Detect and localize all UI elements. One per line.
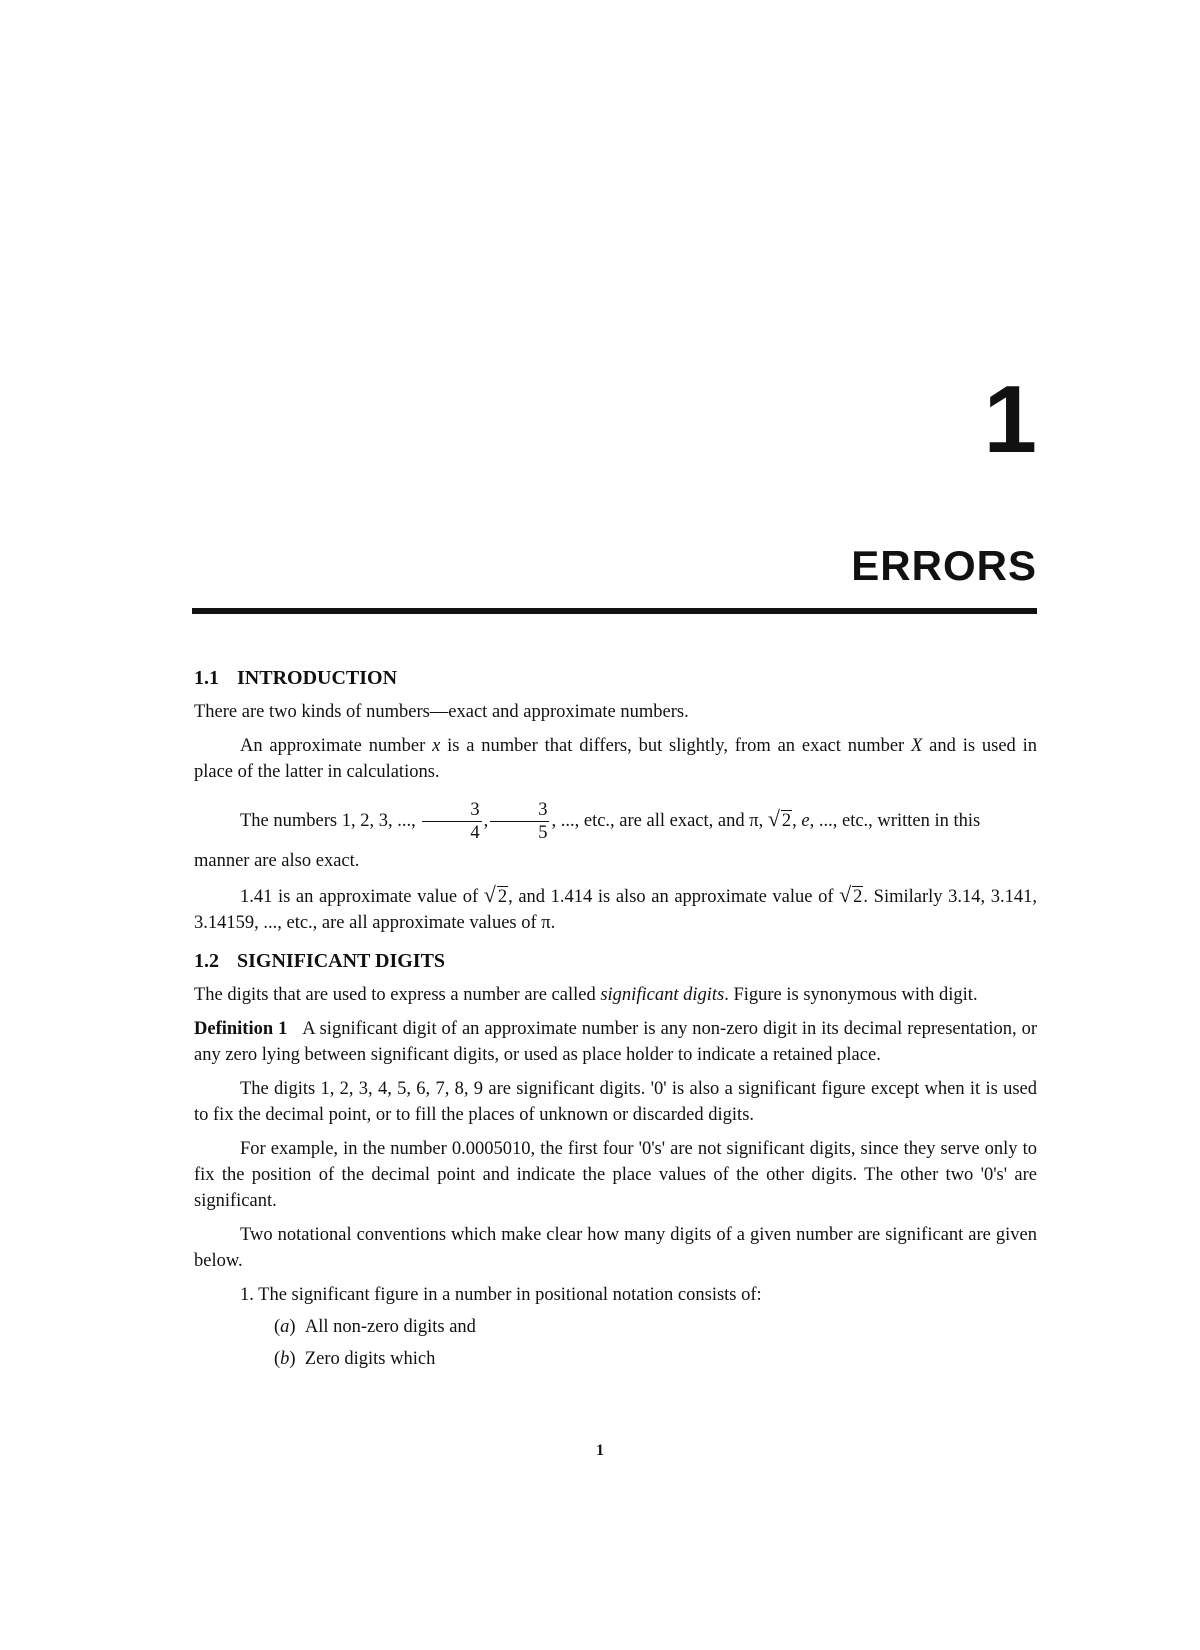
text-run: and is used in place of the latter in calculations.	[194, 736, 1037, 782]
section-heading-introduction	[194, 665, 1037, 691]
paragraph: Two notational conventions which make clear how many digits of a given number are significant are given below.	[194, 1225, 1037, 1271]
subitem-label: a	[280, 1317, 290, 1337]
paragraph	[194, 882, 1037, 936]
paragraph: For example, in the number 0.0005010, the first four '0's' are not significant digits, since they serve only to fix the position of the decimal point and indicate the place values of the other digits. The other two '0's' are significant.	[194, 1139, 1037, 1211]
paragraph: manner are also exact.	[194, 851, 360, 871]
square-root-argument: 2	[853, 887, 863, 907]
definition	[194, 1016, 1037, 1068]
chapter-number: 1	[983, 366, 1037, 473]
list-item: 1. The significant figure in a number in positional notation consists of:	[240, 1285, 762, 1305]
math-variable: x	[432, 736, 441, 756]
math-variable: e	[801, 810, 810, 831]
text-run: An approximate number	[240, 736, 433, 756]
fraction-numerator: 3	[490, 799, 549, 822]
square-root-symbol: √	[839, 882, 852, 907]
text-run: The numbers 1, 2, 3, ...,	[240, 810, 416, 831]
square-root-symbol: √	[483, 882, 496, 907]
square-root-argument: 2	[781, 810, 792, 831]
fraction	[422, 799, 481, 844]
text-run: . Similarly 3.14, 3.141, 3.14159, ..., etc., are all approximate values of π.	[194, 887, 1037, 933]
page-body	[194, 665, 1037, 1378]
paragraph: There are two kinds of numbers—exact and approximate numbers.	[194, 702, 689, 722]
chapter-title: ERRORS	[851, 542, 1037, 589]
text-run: , ..., etc., written in this	[809, 810, 981, 831]
text-run: , and 1.414 is also an approximate value of	[508, 887, 834, 907]
text-run: The digits that are used to express a number are called	[194, 985, 601, 1005]
subitem-label: b	[280, 1349, 290, 1369]
paragraph	[194, 982, 1037, 1008]
square-root-symbol: √	[767, 805, 780, 831]
paragraph: The digits 1, 2, 3, 4, 5, 6, 7, 8, 9 are significant digits. '0' is also a significant figure except when it is used to fix the decimal point, or to fill the places of unknown or discarded digits.	[194, 1079, 1037, 1125]
page-number: 1	[596, 1442, 604, 1459]
list-subitem: (b) Zero digits which	[274, 1349, 436, 1369]
section-title: INTRODUCTION	[237, 667, 398, 689]
section-number: 1.1	[194, 667, 219, 689]
definition-label: Definition 1	[194, 1019, 288, 1039]
text-run: , ..., etc., are all exact, and π,	[551, 810, 764, 831]
paragraph: The numbers 1, 2, 3, ..., $\frac{3}{4}$ , $\frac{3}{5}$ , ..., etc., are all exact, and π, √ 2, e, ..., etc., written in this	[240, 800, 981, 843]
text-run: 1.41 is an approximate value of	[240, 887, 479, 907]
square-root-argument: 2	[497, 887, 508, 907]
fraction-denominator: 5	[538, 823, 548, 843]
text-run: ,	[792, 810, 797, 831]
subitem-text: All non-zero digits and	[304, 1317, 476, 1337]
fraction	[490, 799, 549, 844]
subitem-text: Zero digits which	[304, 1349, 436, 1369]
fraction-numerator: 3	[422, 799, 481, 822]
section-number: 1.2	[194, 950, 219, 972]
chapter-divider	[192, 608, 1037, 614]
math-variable: X	[911, 736, 923, 756]
text-run: is a number that differs, but slightly, from an exact number	[440, 736, 912, 756]
text-run: . Figure is synonymous with digit.	[724, 985, 978, 1005]
term-emphasis: significant digits	[600, 985, 725, 1005]
definition-text: A significant digit of an approximate number is any non-zero digit in its decimal representation, or any zero lying between significant digits, or used as place holder to indicate a retained place.	[194, 1019, 1038, 1065]
list-subitem: (a) All non-zero digits and	[274, 1317, 476, 1337]
paragraph	[194, 733, 1037, 785]
section-title: SIGNIFICANT DIGITS	[237, 950, 446, 972]
section-heading-significant-digits	[194, 948, 1037, 974]
fraction-denominator: 4	[470, 823, 480, 843]
